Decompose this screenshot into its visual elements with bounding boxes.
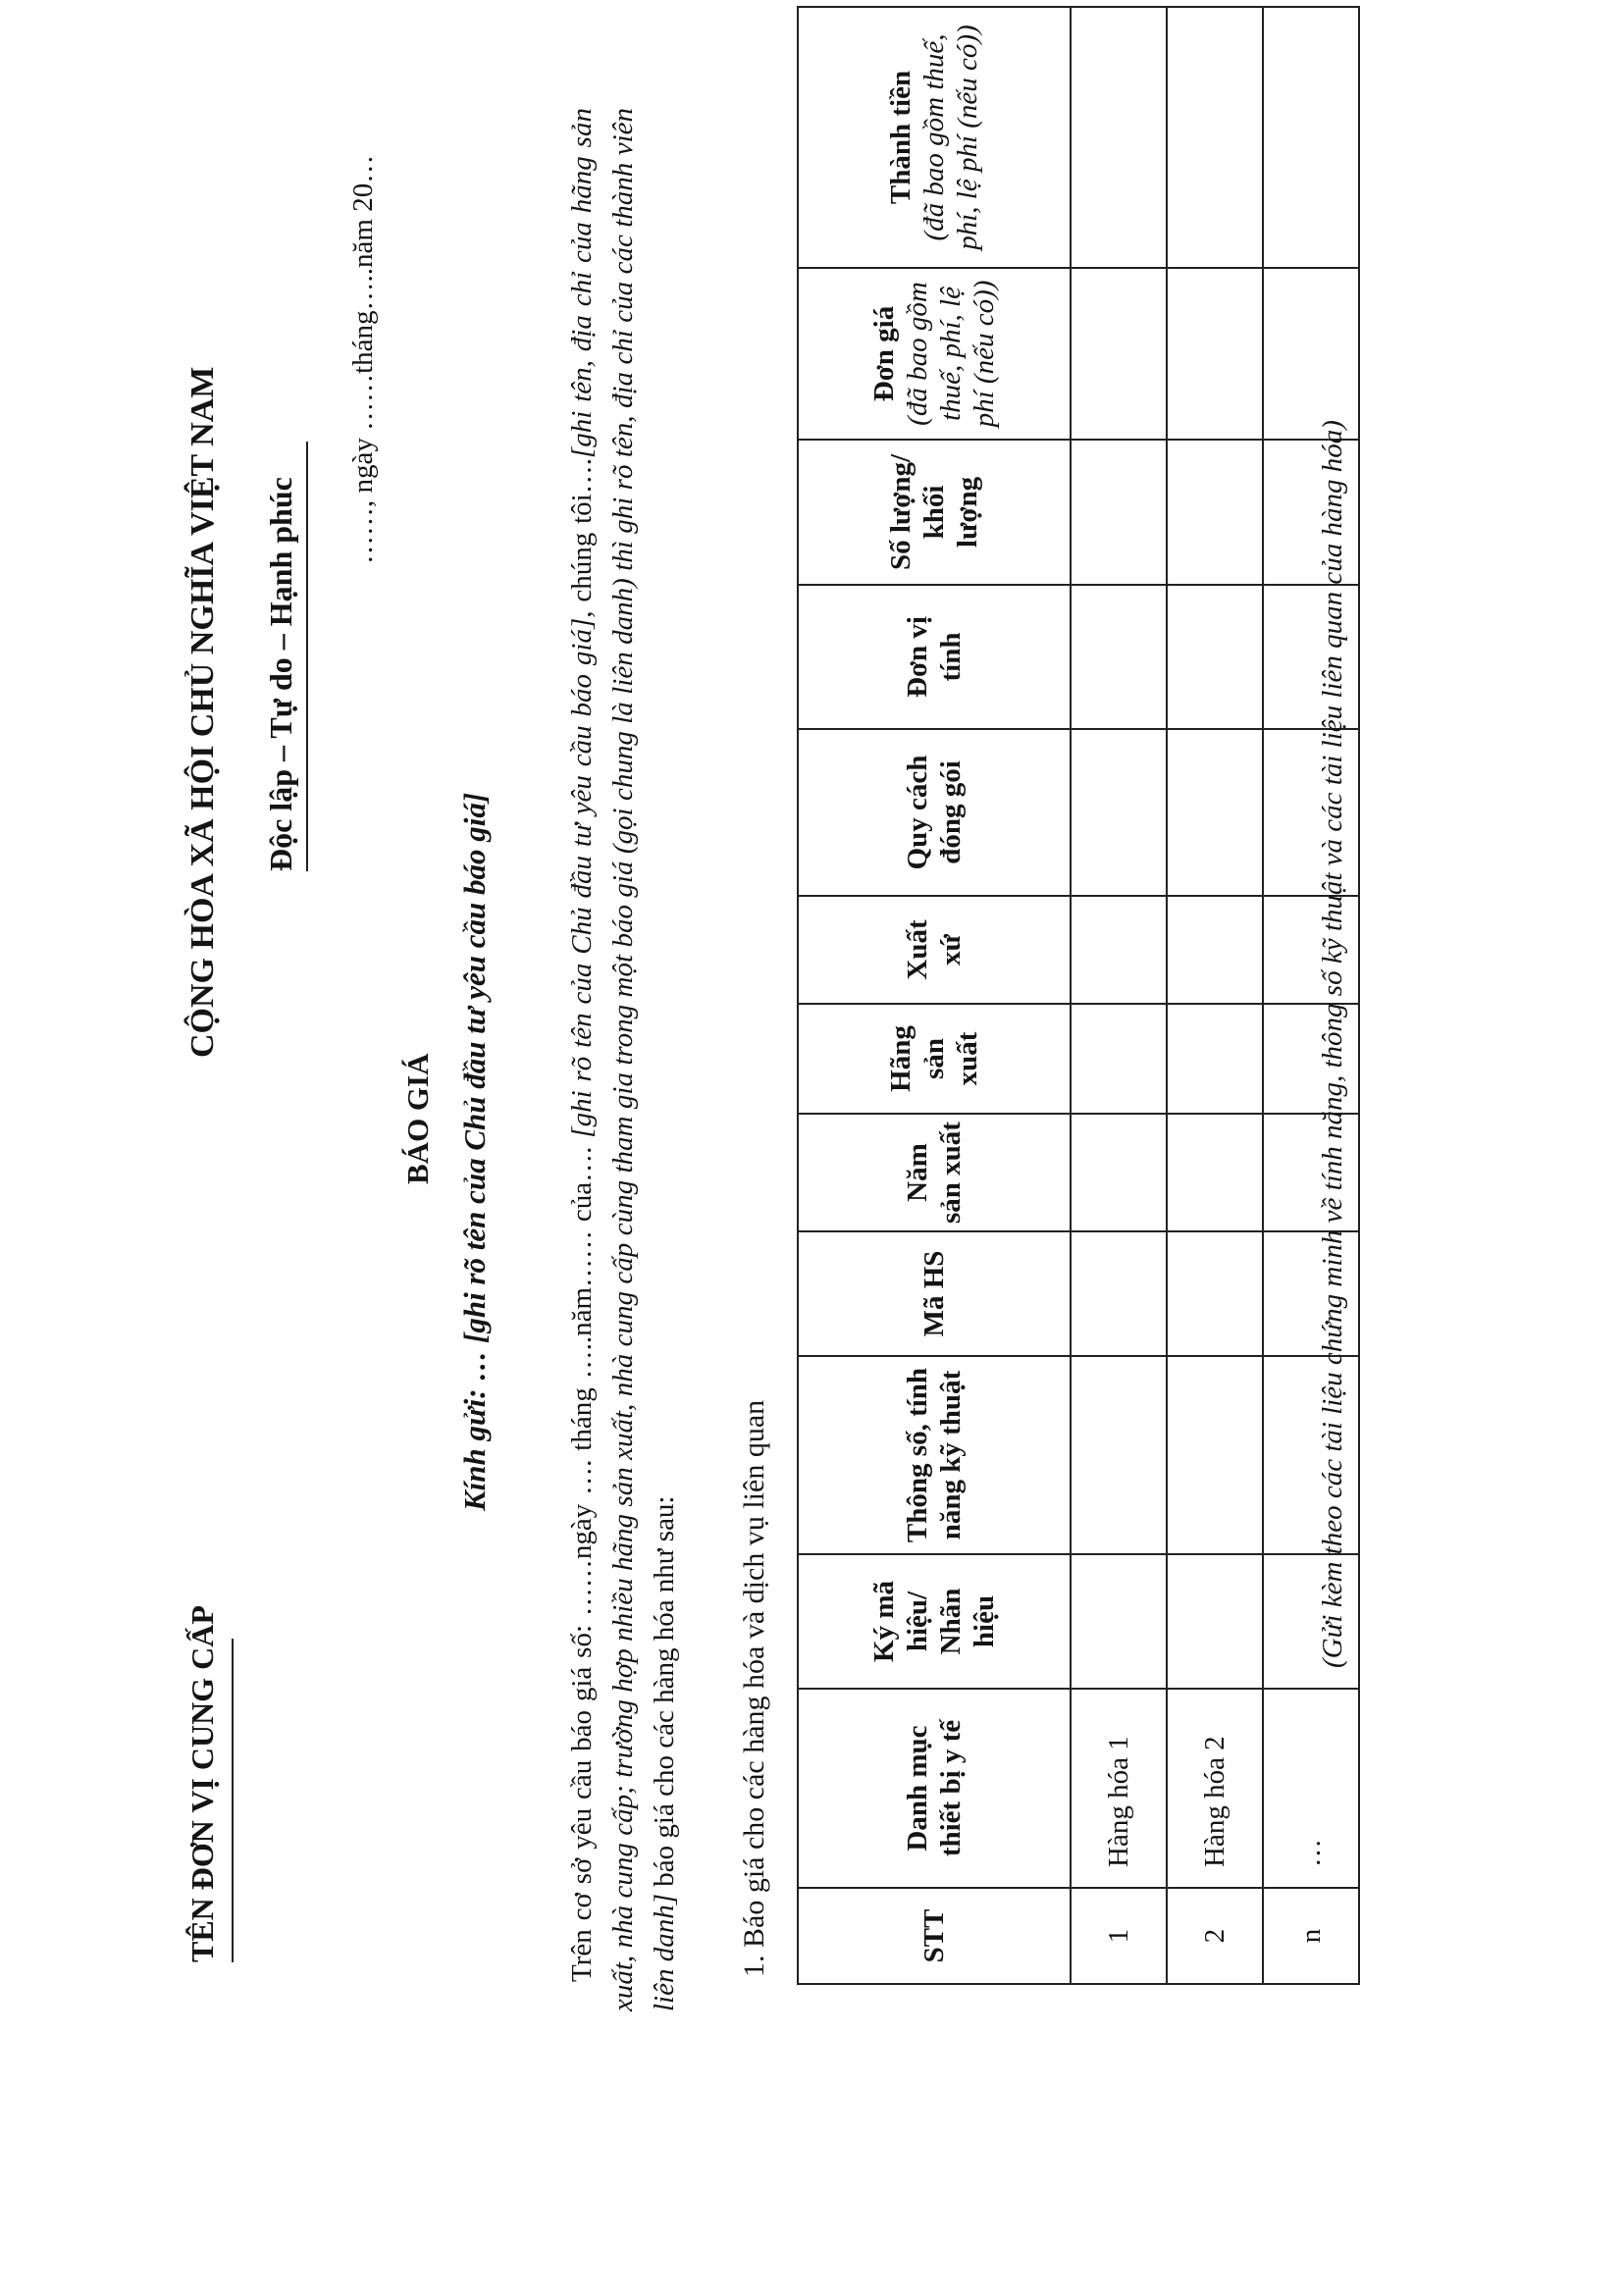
cell-stt: n (1263, 1888, 1359, 1984)
cell-empty (1167, 268, 1263, 440)
cell-empty (1167, 1356, 1263, 1554)
header-ky-ma-hieu: Ký mã hiệu/ Nhãn hiệu (798, 1554, 1071, 1689)
section-heading: 1. Báo giá cho các hàng hóa và dịch vụ liên quan (738, 1399, 770, 1977)
header-stt: STT (798, 1888, 1071, 1984)
cell-empty (1167, 729, 1263, 896)
cell-empty (1167, 1004, 1263, 1114)
header-thanh-tien (798, 7, 1071, 268)
intro-italic-2: [ghi tên, địa chỉ của hãng sản xuất, nhà cung cấp; trường hợp nhiều hãng sản xuất, nhà cung cấp cùng tham gia trong một báo giá (gọi chung là liên danh) thì ghi rõ tên, địa chỉ của các thành viên liên danh] (566, 108, 680, 2011)
header-thanh-tien-label: Thành tiền (885, 70, 916, 205)
cell-empty (1167, 585, 1263, 729)
header-thanh-tien-note: (đã bao gồm thuế, phí, lệ phí (nếu có)) (918, 25, 983, 250)
quotation-table (797, 6, 1360, 1985)
header-xuat-xu: Xuất xứ (798, 896, 1071, 1004)
intro-text-1: Trên cơ sở yêu cầu báo giá số: ……ngày …. tháng …..năm…… của…. (566, 1137, 598, 1982)
cell-item: … (1263, 1689, 1359, 1888)
cell-empty (1071, 1004, 1167, 1114)
intro-text-2: , chúng tôi…. (566, 458, 598, 618)
national-title: CỘNG HÒA XÃ HỘI CHỦ NGHĨA VIỆT NAM (184, 366, 221, 1058)
cell-empty (1071, 7, 1167, 268)
cell-empty (1071, 585, 1167, 729)
header-thong-so: Thông số, tính năng kỹ thuật (798, 1356, 1071, 1554)
cell-empty (1071, 1554, 1167, 1689)
cell-empty (1167, 1554, 1263, 1689)
header-hang-san-xuat: Hãng sản xuất (798, 1004, 1071, 1114)
cell-empty (1167, 440, 1263, 585)
cell-empty (1263, 268, 1359, 440)
cell-item: Hàng hóa 1 (1071, 1689, 1167, 1888)
date-line: ……, ngày ……tháng…..năm 20… (347, 154, 379, 564)
header-so-luong: Số lượng/ khối lượng (798, 440, 1071, 585)
cell-empty (1071, 729, 1167, 896)
header-danh-muc: Danh mục thiết bị y tế (798, 1689, 1071, 1888)
motto-underline (306, 442, 308, 871)
attachment-note: (Gửi kèm theo các tài liệu chứng minh về tính năng, thông số kỹ thuật và các tài liệu liên quan của hàng hóa) (1317, 420, 1348, 1668)
cell-stt: 2 (1167, 1888, 1263, 1984)
header-don-gia (798, 268, 1071, 440)
intro-text-3: báo giá cho các hàng hóa như sau: (649, 1495, 680, 1894)
sender-name: TÊN ĐƠN VỊ CUNG CẤP (184, 1605, 220, 1962)
cell-empty (1263, 7, 1359, 268)
sender-underline (232, 1639, 234, 1962)
cell-empty (1071, 896, 1167, 1004)
cell-stt: 1 (1071, 1888, 1167, 1984)
header-nam-san-xuat: Năm sản xuất (798, 1114, 1071, 1231)
cell-item: Hàng hóa 2 (1167, 1689, 1263, 1888)
document-title: BÁO GIÁ (400, 1053, 435, 1184)
table-row (1167, 7, 1263, 1984)
national-motto: Độc lập – Tự do – Hạnh phúc (263, 477, 298, 871)
intro-paragraph (561, 108, 685, 2011)
header-don-gia-note: (đã bao gồm thuế, phí, lệ phí (nếu có)) (902, 280, 1000, 428)
cell-empty (1167, 1114, 1263, 1231)
intro-italic-1: [ghi rõ tên của Chủ đầu tư yêu cầu báo giá] (566, 617, 598, 1138)
cell-empty (1071, 268, 1167, 440)
header-don-gia-label: Đơn giá (868, 305, 900, 402)
recipient-prefix: Kính gửi: … (457, 1350, 492, 1511)
cell-empty (1071, 1114, 1167, 1231)
table-header-row (798, 7, 1071, 1984)
header-don-vi-tinh: Đơn vị tính (798, 585, 1071, 729)
table-row (1071, 7, 1167, 1984)
cell-empty (1167, 896, 1263, 1004)
recipient-line (457, 793, 493, 1511)
cell-empty (1071, 440, 1167, 585)
header-quy-cach: Quy cách đóng gói (798, 729, 1071, 896)
cell-empty (1167, 1231, 1263, 1356)
recipient-value: [ghi rõ tên của Chủ đầu tư yêu cầu báo giá] (457, 792, 492, 1343)
header-ma-hs: Mã HS (798, 1231, 1071, 1356)
cell-empty (1071, 1356, 1167, 1554)
cell-empty (1071, 1231, 1167, 1356)
cell-empty (1167, 7, 1263, 268)
